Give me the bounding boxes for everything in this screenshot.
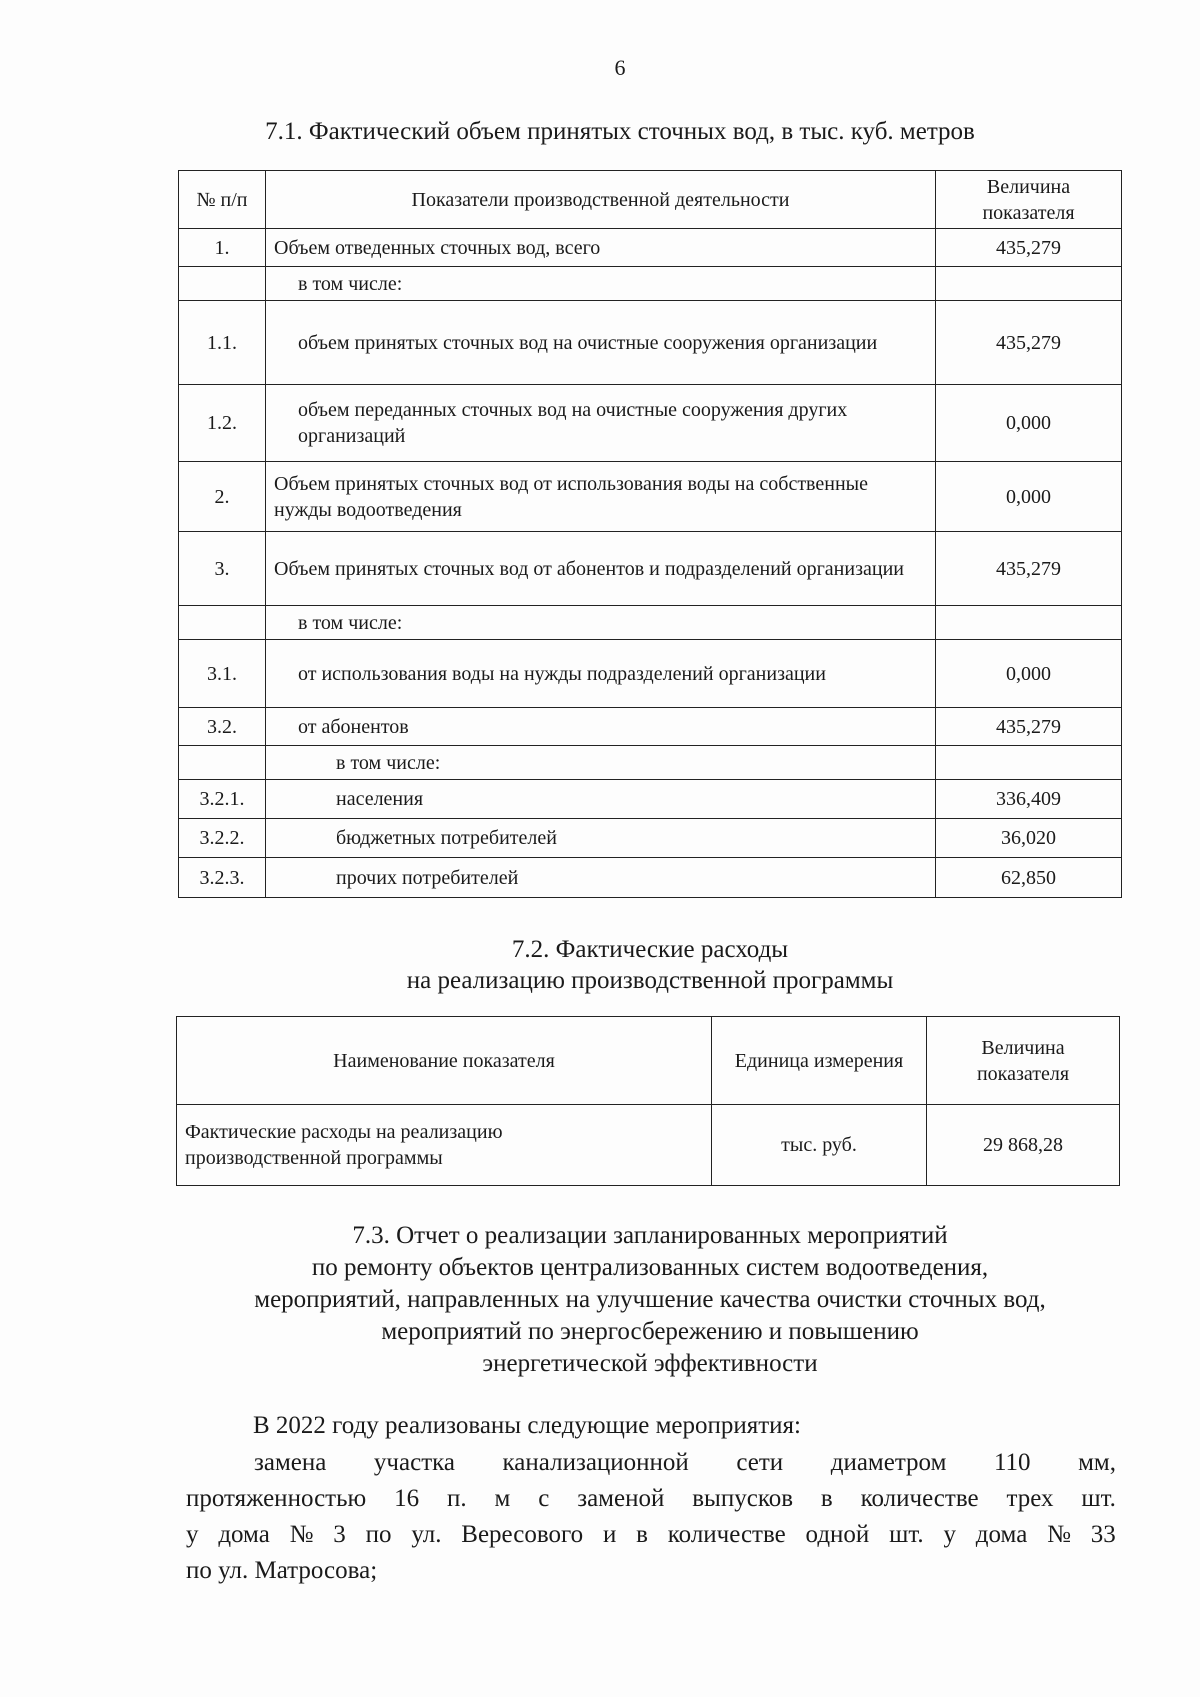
word: 110	[993, 1449, 1031, 1476]
row-unit: тыс. руб.	[712, 1105, 927, 1186]
table-row	[179, 819, 1122, 858]
table-row	[179, 462, 1122, 532]
row-value: 36,020	[936, 819, 1122, 858]
word: у	[943, 1521, 956, 1548]
word: по	[365, 1521, 392, 1548]
row-value	[936, 267, 1122, 301]
word: количестве	[667, 1521, 786, 1548]
header-num: № п/п	[179, 171, 266, 229]
row-indicator: в том числе:	[266, 606, 936, 640]
paragraph-line-1	[186, 1445, 1116, 1481]
row-indicator: в том числе:	[266, 267, 936, 301]
row-value: 435,279	[936, 708, 1122, 746]
table-row	[179, 780, 1122, 819]
row-indicator: бюджетных потребителей	[266, 819, 936, 858]
word: Вересового	[461, 1521, 584, 1548]
word: и	[602, 1521, 617, 1548]
word: в	[820, 1485, 833, 1512]
row-indicator: от использования воды на нужды подразделений организации	[266, 640, 936, 708]
word: с	[538, 1485, 550, 1512]
section-7-3-title-line: мероприятий по энергосбережению и повышению	[381, 1318, 919, 1345]
table-row	[179, 532, 1122, 606]
row-num: 1.2.	[179, 385, 266, 462]
table-row	[179, 858, 1122, 898]
word: в	[636, 1521, 648, 1548]
row-name: Фактические расходы на реализацию производственной программы	[177, 1105, 712, 1186]
table-row	[179, 385, 1122, 462]
table-row	[179, 267, 1122, 301]
word: 3	[333, 1521, 346, 1548]
section-7-2-title	[0, 934, 1200, 996]
header-indicator: Показатели производственной деятельности	[266, 171, 936, 229]
section-7-3-title-line: энергетической эффективности	[482, 1350, 818, 1377]
row-value	[936, 746, 1122, 780]
word: диаметром	[830, 1449, 947, 1476]
table-row	[179, 606, 1122, 640]
table-row	[179, 229, 1122, 267]
paragraph-line-2	[186, 1481, 1116, 1517]
row-value: 435,279	[936, 301, 1122, 385]
row-value: 435,279	[936, 532, 1122, 606]
word: №	[289, 1521, 314, 1548]
paragraph-line-3	[186, 1517, 1116, 1553]
section-7-2-title-line1: 7.2. Фактические расходы	[511, 936, 789, 963]
row-num: 1.	[179, 229, 266, 267]
header-name: Наименование показателя	[177, 1017, 712, 1105]
table-row	[179, 301, 1122, 385]
word: протяженностью	[186, 1485, 367, 1512]
section-7-1-title: 7.1. Фактический объем принятых сточных вод, в тыс. куб. метров	[265, 118, 975, 145]
section-7-3-title-line: по ремонту объектов централизованных систем водоотведения,	[311, 1254, 989, 1281]
row-value: 336,409	[936, 780, 1122, 819]
page-number: 6	[614, 55, 626, 80]
word: шт.	[1081, 1485, 1116, 1512]
table-row	[177, 1105, 1120, 1186]
word: одной	[805, 1521, 870, 1548]
table-row	[179, 640, 1122, 708]
row-indicator: Объем принятых сточных вод от абонентов и подразделений организации	[266, 532, 936, 606]
paragraph-measures	[186, 1445, 1116, 1589]
wastewater-volume-table	[178, 170, 1122, 898]
word: сети	[736, 1449, 784, 1476]
row-value: 62,850	[936, 858, 1122, 898]
table-row	[179, 708, 1122, 746]
row-indicator: в том числе:	[266, 746, 936, 780]
word: трех	[1006, 1485, 1054, 1512]
header-unit: Единица измерения	[712, 1017, 927, 1105]
row-num	[179, 267, 266, 301]
word: №	[1047, 1521, 1071, 1548]
word: заменой	[577, 1485, 665, 1512]
row-value: 29 868,28	[927, 1105, 1120, 1186]
row-value: 0,000	[936, 462, 1122, 532]
word: канализационной	[502, 1449, 689, 1476]
row-indicator: объем принятых сточных вод на очистные сооружения организации	[266, 301, 936, 385]
row-num: 3.	[179, 532, 266, 606]
word: участка	[373, 1449, 455, 1476]
section-7-3-title-line: мероприятий, направленных на улучшение качества очистки сточных вод,	[254, 1286, 1046, 1313]
table-header-row	[179, 171, 1122, 229]
row-indicator: от абонентов	[266, 708, 936, 746]
word: у	[186, 1521, 199, 1548]
row-num: 3.2.2.	[179, 819, 266, 858]
row-indicator: прочих потребителей	[266, 858, 936, 898]
row-value: 435,279	[936, 229, 1122, 267]
word: п.	[446, 1485, 467, 1512]
row-value	[936, 606, 1122, 640]
header-value: Величина показателя	[927, 1017, 1120, 1105]
section-7-3-title-line: 7.3. Отчет о реализации запланированных мероприятий	[352, 1222, 948, 1249]
row-num: 2.	[179, 462, 266, 532]
row-num: 3.2.	[179, 708, 266, 746]
word: шт.	[889, 1521, 924, 1548]
row-indicator: Объем принятых сточных вод от использования воды на собственные нужды водоотведения	[266, 462, 936, 532]
word: 16	[394, 1485, 420, 1512]
word: дома	[975, 1521, 1028, 1548]
section-7-2-title-line2: на реализацию производственной программы	[406, 967, 894, 994]
row-num: 3.1.	[179, 640, 266, 708]
row-num: 1.1.	[179, 301, 266, 385]
row-indicator: Объем отведенных сточных вод, всего	[266, 229, 936, 267]
row-num: 3.2.3.	[179, 858, 266, 898]
word: замена	[254, 1449, 327, 1476]
paragraph-line-4: по ул. Матросова;	[186, 1557, 378, 1584]
expenses-table	[176, 1016, 1120, 1186]
word: выпусков	[692, 1485, 794, 1512]
section-7-3-title	[180, 1220, 1120, 1380]
row-indicator: объем переданных сточных вод на очистные сооружения других организаций	[266, 385, 936, 462]
word: дома	[218, 1521, 270, 1548]
word: м	[494, 1485, 511, 1512]
table-row	[179, 746, 1122, 780]
row-indicator: населения	[266, 780, 936, 819]
row-value: 0,000	[936, 640, 1122, 708]
word: 33	[1090, 1521, 1116, 1548]
row-num	[179, 606, 266, 640]
header-value: Величина показателя	[936, 171, 1122, 229]
word: мм,	[1078, 1449, 1116, 1476]
table-header-row	[177, 1017, 1120, 1105]
word: ул.	[411, 1521, 442, 1548]
row-num: 3.2.1.	[179, 780, 266, 819]
row-num	[179, 746, 266, 780]
paragraph-intro: В 2022 году реализованы следующие мероприятия:	[253, 1412, 801, 1439]
row-value: 0,000	[936, 385, 1122, 462]
word: количестве	[860, 1485, 979, 1512]
